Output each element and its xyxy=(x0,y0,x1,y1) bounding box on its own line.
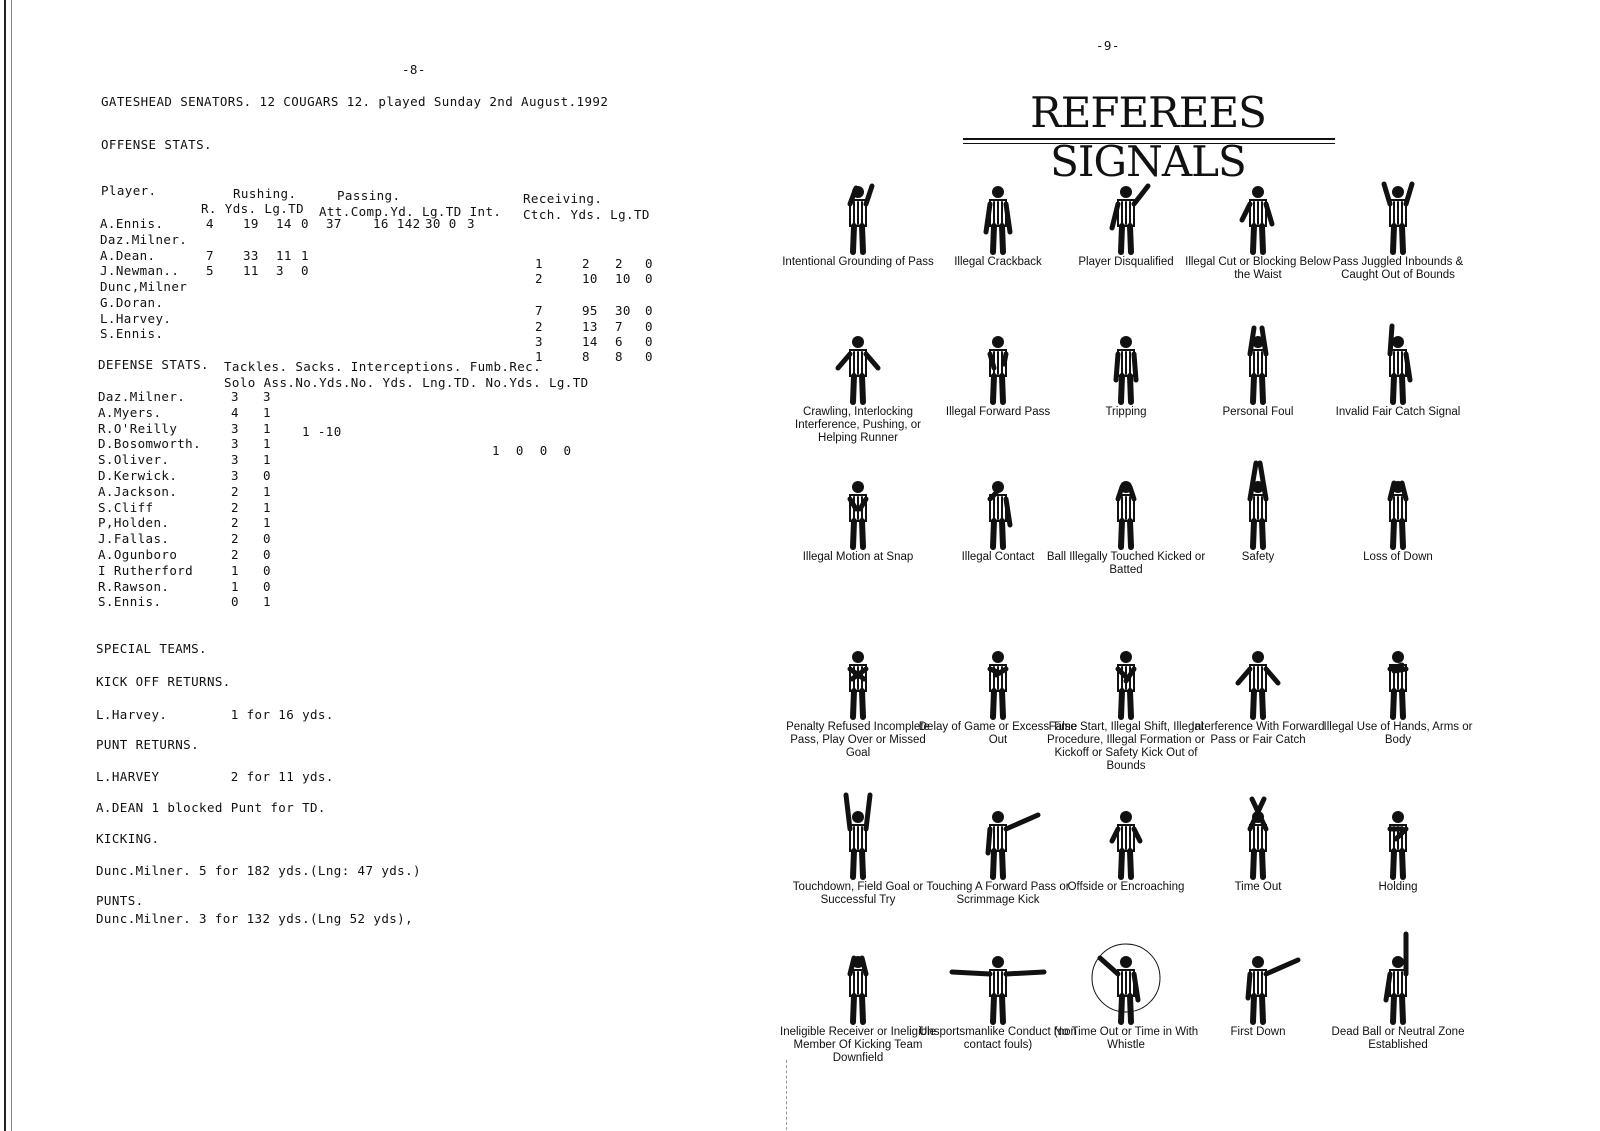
passing-cell: 3 xyxy=(467,216,475,231)
receiving-cell: 8 xyxy=(582,349,590,364)
tackles-assist: 3 xyxy=(263,389,271,404)
receiving-cell: 7 xyxy=(535,303,543,318)
rushing-cell: 1 xyxy=(301,248,309,263)
rushing-cell: 11 xyxy=(276,248,292,263)
referee-signal xyxy=(778,455,938,564)
special-teams-line: A.DEAN 1 blocked Punt for TD. xyxy=(96,800,326,815)
special-teams-line: SPECIAL TEAMS. xyxy=(96,641,207,656)
signal-caption: Touching A Forward Pass or Scrimmage Kick xyxy=(926,881,1070,906)
defender-name: Daz.Milner. xyxy=(98,389,186,404)
referee-figure xyxy=(943,160,1053,256)
referee-figure xyxy=(803,455,913,551)
tackles-assist: 1 xyxy=(263,420,271,436)
defender-name: R.Rawson. xyxy=(98,578,170,594)
referee-figure xyxy=(1343,625,1453,721)
signal-caption: No Time Out or Time in With Whistle xyxy=(1053,1026,1199,1051)
referee-figure xyxy=(943,930,1053,1026)
receiving-cell: 2 xyxy=(615,256,623,271)
signal-caption: Tripping xyxy=(1105,406,1147,418)
player-name: A.Ennis. xyxy=(100,216,164,231)
signal-caption: Illegal Forward Pass xyxy=(945,406,1051,418)
tackles-assist: 1 xyxy=(263,436,271,452)
passing-cell: 16 142 xyxy=(373,216,421,231)
player-name: G.Doran. xyxy=(100,295,164,310)
special-teams-line: PUNT RETURNS. xyxy=(96,737,200,752)
receiving-cell: 6 xyxy=(615,334,623,349)
referee-signal xyxy=(1318,785,1478,894)
referee-signal xyxy=(1178,455,1338,564)
player-name: J.Newman.. xyxy=(100,263,180,278)
rushing-cell: 14 xyxy=(276,216,292,231)
player-name: L.Harvey. xyxy=(100,311,172,326)
receiving-cell: 2 xyxy=(535,319,543,334)
referee-figure xyxy=(1203,625,1313,721)
book-spine xyxy=(4,0,12,1131)
rushing-cell: 0 xyxy=(301,263,309,278)
referee-figure xyxy=(803,160,913,256)
signals-title: REFEREES SIGNALS xyxy=(1030,88,1266,186)
referee-figure xyxy=(1071,785,1181,881)
referee-signal xyxy=(1318,455,1478,564)
special-teams-line: Dunc.Milner. 3 for 132 yds.(Lng 52 yds), xyxy=(96,911,414,926)
tackles-solo: 3 xyxy=(231,452,239,468)
referee-signal xyxy=(778,625,938,760)
tackles-assist: 1 xyxy=(263,404,271,420)
defender-name: P,Holden. xyxy=(98,515,170,531)
tackles-solo: 2 xyxy=(231,531,239,547)
signal-caption: Offside or Encroaching xyxy=(1067,881,1185,893)
referee-figure xyxy=(1203,310,1313,406)
tackles-assist: 0 xyxy=(263,562,271,578)
signal-caption: Dead Ball or Neutral Zone Established xyxy=(1331,1026,1465,1051)
referee-signal xyxy=(1178,310,1338,419)
game-title: GATESHEAD SENATORS. 12 COUGARS 12. played Sunday 2nd August.1992 xyxy=(101,94,609,109)
receiving-cell: 1 xyxy=(535,349,543,364)
referee-figure xyxy=(943,785,1053,881)
receiving-cell: 1 xyxy=(535,256,543,271)
tackles-solo: 3 xyxy=(231,436,239,452)
rushing-cell: 11 xyxy=(243,263,259,278)
signal-caption: Touchdown, Field Goal or Successful Try xyxy=(792,881,924,906)
signal-caption: Intentional Grounding of Pass xyxy=(782,256,934,268)
referee-signal xyxy=(1178,160,1338,282)
title-underline-thin xyxy=(963,143,1335,144)
rushing-cell: 19 xyxy=(243,216,259,231)
rushing-cell: 0 xyxy=(301,216,309,231)
signal-caption: Player Disqualified xyxy=(1078,256,1174,268)
receiving-cell: 0 xyxy=(645,303,653,318)
signal-caption: Illegal Cut or Blocking Below the Waist xyxy=(1185,256,1331,281)
referee-signal xyxy=(1318,625,1478,747)
signal-caption: Safety xyxy=(1241,551,1275,563)
defender-name: J.Fallas. xyxy=(98,531,170,547)
receiving-cell: 0 xyxy=(645,349,653,364)
defender-name: I Rutherford xyxy=(98,562,194,578)
signal-caption: Loss of Down xyxy=(1363,551,1433,563)
tackles-assist: 1 xyxy=(263,499,271,515)
referee-signal xyxy=(1178,930,1338,1039)
referee-signal xyxy=(1318,930,1478,1052)
rushing-header: Rushing. xyxy=(233,186,297,201)
referee-figure xyxy=(1343,455,1453,551)
signal-caption: Crawling, Interlocking Interference, Pushing, or Helping Runner xyxy=(795,406,921,444)
defender-name: A.Jackson. xyxy=(98,483,178,499)
tackles-assist: 1 xyxy=(263,594,271,610)
defender-name: S.Ennis. xyxy=(98,594,162,610)
referee-figure xyxy=(1071,160,1181,256)
signal-caption: Penalty Refused Incomplete Pass, Play Over or Missed Goal xyxy=(786,721,930,759)
signal-caption: Time Out xyxy=(1234,881,1282,893)
player-header: Player. xyxy=(101,183,157,198)
tackles-solo: 1 xyxy=(231,562,239,578)
receiving-cell: 0 xyxy=(645,256,653,271)
rushing-cell: 3 xyxy=(276,263,284,278)
referee-figure xyxy=(1203,160,1313,256)
tackles-solo: 3 xyxy=(231,389,239,404)
player-name: Daz.Milner. xyxy=(100,232,188,247)
defender-name: S.Cliff xyxy=(98,499,154,515)
tackles-solo: 4 xyxy=(231,404,239,420)
tackles-assist: 0 xyxy=(263,547,271,562)
signal-caption: Holding xyxy=(1378,881,1418,893)
special-teams-line: L.Harvey. 1 for 16 yds. xyxy=(96,707,334,722)
receiving-header: Receiving. xyxy=(523,191,603,206)
referee-figure xyxy=(803,785,913,881)
special-teams-line: PUNTS. xyxy=(96,893,144,908)
referee-signal xyxy=(1178,785,1338,894)
referee-figure xyxy=(803,310,913,406)
referee-figure xyxy=(1071,930,1181,1026)
signal-caption: Illegal Crackback xyxy=(954,256,1042,268)
rushing-cell: 7 xyxy=(206,248,214,263)
tackles-assist: 1 xyxy=(263,452,271,468)
special-teams-line: KICKING. xyxy=(96,831,160,846)
offense-heading: OFFENSE STATS. xyxy=(101,137,212,152)
referee-signal xyxy=(1318,160,1478,282)
defender-name: D.Bosomworth. xyxy=(98,436,202,452)
referee-signal xyxy=(778,785,938,907)
receiving-cell: 0 xyxy=(645,334,653,349)
defense-groups: Tackles. Sacks. Interceptions. Fumb.Rec. xyxy=(224,359,542,374)
referee-figure xyxy=(1071,625,1181,721)
player-name: S.Ennis. xyxy=(100,326,164,341)
rushing-columns: R. Yds. Lg.TD xyxy=(201,201,305,216)
signal-caption: Personal Foul xyxy=(1222,406,1294,418)
tackles-solo: 2 xyxy=(231,547,239,562)
referee-signal xyxy=(1178,625,1338,747)
receiving-cell: 0 xyxy=(645,271,653,286)
referee-figure xyxy=(1203,785,1313,881)
signal-caption: Illegal Motion at Snap xyxy=(802,551,914,563)
receiving-columns: Ctch. Yds. Lg.TD xyxy=(523,207,650,222)
passing-columns: Att.Comp.Yd. Lg.TD Int. xyxy=(319,204,502,219)
title-underline xyxy=(963,138,1335,140)
referee-figure xyxy=(1343,930,1453,1026)
signal-caption: Illegal Use of Hands, Arms or Body xyxy=(1323,721,1473,746)
tackles-assist: 1 xyxy=(263,483,271,499)
receiving-cell: 10 xyxy=(582,271,598,286)
receiving-cell: 2 xyxy=(582,256,590,271)
defender-name: D.Kerwick. xyxy=(98,468,178,483)
passing-cell: 37 xyxy=(326,216,342,231)
tackles-solo: 1 xyxy=(231,578,239,594)
referee-signal xyxy=(778,310,938,445)
signal-caption: Unsportsmanlike Conduct (non contact fouls) xyxy=(919,1026,1077,1051)
fumble-line: 1 0 0 0 xyxy=(492,443,572,458)
defense-columns: Solo Ass.No.Yds.No. Yds. Lng.TD. No.Yds. Lg.TD xyxy=(224,375,589,390)
interception-cell: 1 -10 xyxy=(302,423,342,439)
tackles-assist: 0 xyxy=(263,468,271,483)
defense-heading: DEFENSE STATS. xyxy=(98,357,209,372)
receiving-cell: 30 xyxy=(615,303,631,318)
referee-figure xyxy=(803,625,913,721)
defender-name: A.Myers. xyxy=(98,404,162,420)
referee-figure xyxy=(1343,310,1453,406)
referee-figure xyxy=(803,930,913,1026)
receiving-cell: 95 xyxy=(582,303,598,318)
referee-figure xyxy=(1203,930,1313,1026)
page-number: -9- xyxy=(1096,38,1120,53)
referee-figure xyxy=(1071,310,1181,406)
referee-signal xyxy=(778,160,938,269)
signal-caption: Interference With Forward Pass or Fair Catch xyxy=(1191,721,1325,746)
rushing-cell: 4 xyxy=(206,216,214,231)
signal-caption: First Down xyxy=(1230,1026,1286,1038)
rushing-cell: 33 xyxy=(243,248,259,263)
signal-caption: Illegal Contact xyxy=(961,551,1035,563)
receiving-cell: 13 xyxy=(582,319,598,334)
signal-caption: Ineligible Receiver or Ineligible Member Of Kicking Team Downfield xyxy=(780,1026,936,1064)
player-name: Dunc,Milner xyxy=(100,279,188,294)
tackles-solo: 2 xyxy=(231,515,239,531)
signal-caption: Delay of Game or Excess Time Out xyxy=(918,721,1078,746)
referee-signal xyxy=(778,930,938,1065)
receiving-cell: 0 xyxy=(645,319,653,334)
tackles-assist: 1 xyxy=(263,515,271,531)
referee-figure xyxy=(943,625,1053,721)
receiving-cell: 8 xyxy=(615,349,623,364)
referee-signal xyxy=(1318,310,1478,419)
tackles-solo: 0 xyxy=(231,594,239,610)
referee-figure xyxy=(1071,455,1181,551)
defender-name: S.Oliver. xyxy=(98,452,170,468)
referee-figure xyxy=(1203,455,1313,551)
rushing-cell: 5 xyxy=(206,263,214,278)
referee-figure xyxy=(1343,160,1453,256)
referee-figure xyxy=(943,310,1053,406)
receiving-cell: 10 xyxy=(615,271,631,286)
tackles-assist: 0 xyxy=(263,531,271,547)
receiving-cell: 7 xyxy=(615,319,623,334)
player-name: A.Dean. xyxy=(100,248,156,263)
signal-caption: Invalid Fair Catch Signal xyxy=(1335,406,1461,418)
referee-figure xyxy=(1343,785,1453,881)
signal-caption: False Start, Illegal Shift, Illegal Procedure, Illegal Formation or Kickoff or Safety Kick Out of Bounds xyxy=(1047,721,1205,772)
special-teams-line: L.HARVEY 2 for 11 yds. xyxy=(96,769,334,784)
receiving-cell: 14 xyxy=(582,334,598,349)
tackles-solo: 2 xyxy=(231,499,239,515)
special-teams-line: KICK OFF RETURNS. xyxy=(96,674,231,689)
receiving-cell: 3 xyxy=(535,334,543,349)
passing-header: Passing. xyxy=(337,188,401,203)
tackles-solo: 3 xyxy=(231,420,239,436)
tackles-solo: 3 xyxy=(231,468,239,483)
special-teams-line: Dunc.Milner. 5 for 182 yds.(Lng: 47 yds.) xyxy=(96,863,421,878)
defender-name: R.O'Reilly xyxy=(98,420,178,436)
tackles-solo: 2 xyxy=(231,483,239,499)
defender-name: A.Ogunboro xyxy=(98,547,178,562)
signal-caption: Pass Juggled Inbounds & Caught Out of Bounds xyxy=(1332,256,1464,281)
signal-caption: Ball Illegally Touched Kicked or Batted xyxy=(1046,551,1206,576)
passing-cell: 30 0 xyxy=(425,216,457,231)
page-number: -8- xyxy=(402,62,426,77)
tackles-assist: 0 xyxy=(263,578,271,594)
receiving-cell: 2 xyxy=(535,271,543,286)
referee-figure xyxy=(943,455,1053,551)
page-fold xyxy=(786,1060,787,1130)
